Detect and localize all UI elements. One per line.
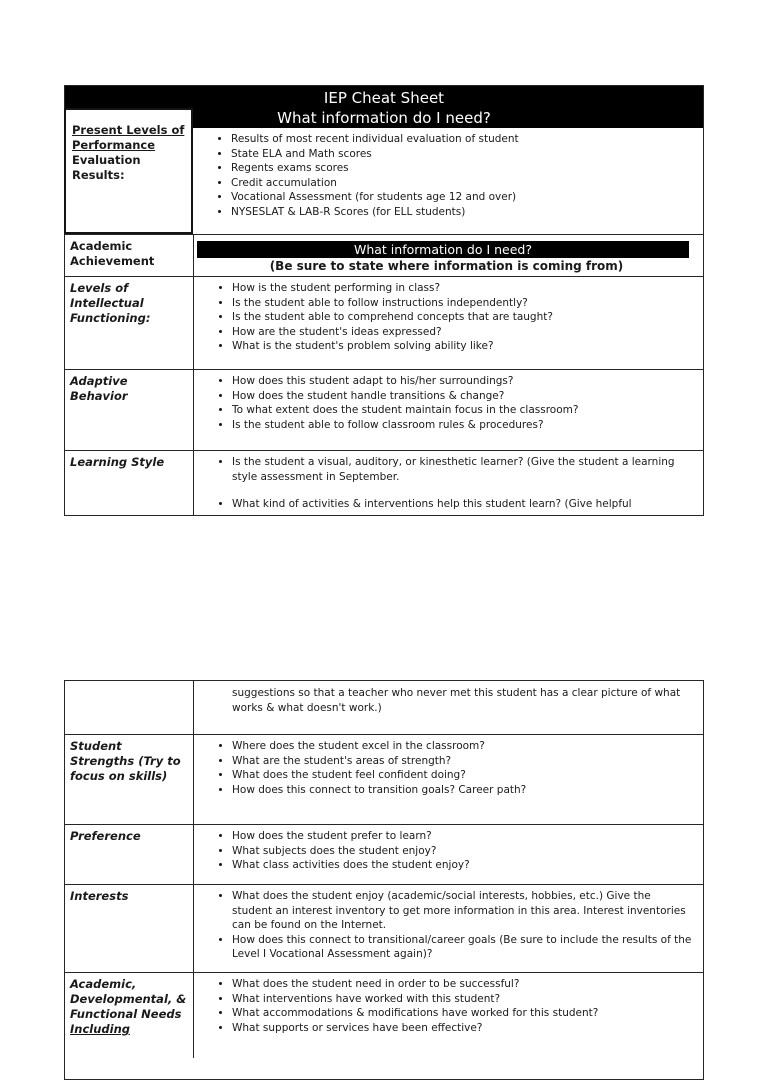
row-label-intellectual-functioning: Levels of Intellectual Functioning:	[65, 277, 194, 369]
bullet-item: • Is the student a visual, auditory, or kinesthetic learner? (Give the student a learning style assessment in September.	[232, 455, 693, 484]
row-label-academic-achievement: Academic Achievement	[65, 235, 194, 276]
bullet-list	[194, 976, 699, 1035]
bullet-item: • How does the student prefer to learn?	[232, 829, 693, 844]
row-adaptive-behavior	[65, 369, 703, 450]
cell-continuation-text	[194, 681, 703, 734]
bullet-list	[194, 373, 699, 432]
bullet-list	[194, 888, 699, 962]
label-rest: Evaluation Results:	[72, 153, 141, 182]
row-label-interests: Interests	[65, 885, 194, 972]
bullet-list	[194, 454, 699, 512]
label-underlined: Present Levels of Performance	[72, 123, 185, 152]
row-label-preference: Preference	[65, 825, 194, 884]
bullet-list	[194, 738, 699, 797]
bullet-item: • Is the student able to follow classroom rules & procedures?	[232, 418, 693, 433]
bullet-item: • Is the student able to follow instructions independently?	[232, 296, 693, 311]
iep-table-page2	[64, 680, 704, 1080]
bullet-item: • What kind of activities & interventions help this student learn? (Give helpful	[232, 497, 693, 512]
row-label-adaptive-behavior: Adaptive Behavior	[65, 370, 194, 450]
row-academic-achievement	[65, 234, 703, 276]
bullet-item: • How is the student performing in class?	[232, 281, 693, 296]
row-label-student-strengths: Student Strengths (Try to focus on skills)	[65, 735, 194, 824]
row-label-learning-style: Learning Style	[65, 451, 194, 515]
row-learning-style	[65, 450, 703, 515]
bullet-item: • What does the student need in order to be successful?	[232, 977, 693, 992]
bullet-item: • What supports or services have been effective?	[232, 1021, 693, 1036]
bullet-item: • Regents exams scores	[231, 161, 693, 176]
row-label-needs	[65, 973, 194, 1058]
bullet-item: • What is the student's problem solving ability like?	[232, 339, 693, 354]
row-continuation	[65, 681, 703, 734]
bullet-item: • NYSESLAT & LAB-R Scores (for ELL students)	[231, 205, 693, 220]
cell-student-strengths	[194, 735, 703, 824]
row-preference	[65, 824, 703, 884]
label-main: Academic, Developmental, & Functional Needs	[70, 977, 187, 1021]
bullet-item: • What does the student feel confident doing?	[232, 768, 693, 783]
bullet-list	[194, 280, 699, 354]
row-interests	[65, 884, 703, 972]
bullet-item: • Vocational Assessment (for students age 12 and over)	[231, 190, 693, 205]
bullet-item: • How does this student adapt to his/her surroundings?	[232, 374, 693, 389]
bullet-item: • What class activities does the student enjoy?	[232, 858, 693, 873]
label-underlined: Including	[70, 1022, 131, 1036]
bullet-item: • What subjects does the student enjoy?	[232, 844, 693, 859]
bullet-item: • Where does the student excel in the classroom?	[232, 739, 693, 754]
row-present-levels	[65, 123, 703, 234]
cell-learning-style	[194, 451, 703, 515]
table-title-line1: IEP Cheat Sheet	[323, 89, 445, 107]
bullet-item: • What does the student enjoy (academic/social interests, hobbies, etc.) Give the student an interest inventory to get more information in this area. Interest inventories can be found on the Internet.	[232, 889, 693, 933]
row-label-present-levels	[64, 108, 193, 234]
row-needs	[65, 972, 703, 1058]
table-title-line2: What information do I need?	[277, 109, 491, 127]
bullet-item: • Is the student able to comprehend concepts that are taught?	[232, 310, 693, 325]
bullet-item: • Credit accumulation	[231, 176, 693, 191]
cell-academic-achievement-header	[194, 235, 703, 276]
bullet-item: • How are the student's ideas expressed?	[232, 325, 693, 340]
bullet-item: • Results of most recent individual evaluation of student	[231, 132, 693, 147]
cell-intellectual-functioning	[194, 277, 703, 369]
bullet-list	[194, 828, 699, 873]
bullet-item: • How does this connect to transitional/career goals (Be sure to include the results of the Level I Vocational Assessment again)?	[232, 933, 693, 962]
bullet-item: • What interventions have worked with this student?	[232, 992, 693, 1007]
cell-adaptive-behavior	[194, 370, 703, 450]
continuation-paragraph: suggestions so that a teacher who never met this student has a clear picture of what works & what doesn't work.)	[232, 687, 681, 714]
section-bar: What information do I need?	[197, 241, 689, 258]
row-intellectual-functioning	[65, 276, 703, 369]
bullet-item: • State ELA and Math scores	[231, 147, 693, 162]
bullet-item: • What accommodations & modifications have worked for this student?	[232, 1006, 693, 1021]
iep-table-page1	[64, 85, 704, 516]
cell-empty-label	[65, 681, 194, 734]
cell-needs	[194, 973, 703, 1058]
bullet-item: • How does this connect to transition goals? Career path?	[232, 783, 693, 798]
bullet-item: • How does the student handle transitions & change?	[232, 389, 693, 404]
bullet-list	[193, 131, 699, 220]
cell-preference	[194, 825, 703, 884]
bullet-item: • What are the student's areas of strength?	[232, 754, 693, 769]
bullet-item: • To what extent does the student maintain focus in the classroom?	[232, 403, 693, 418]
section-subtext: (Be sure to state where information is coming from)	[269, 259, 624, 273]
cell-interests	[194, 885, 703, 972]
row-student-strengths	[65, 734, 703, 824]
cell-present-levels-info	[193, 128, 703, 234]
